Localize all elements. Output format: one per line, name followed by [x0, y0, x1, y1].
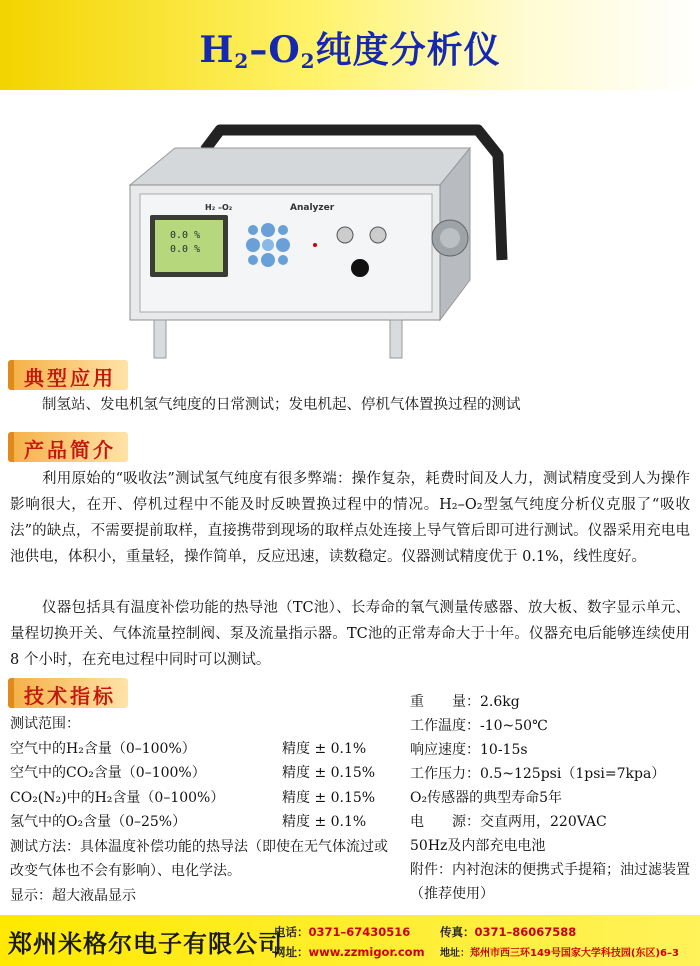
application-text: 制氢站、发电机氢气纯度的日常测试；发电机起、停机气体置换过程的测试: [42, 397, 521, 413]
spec-weight: 重 量：2.6kg: [410, 694, 520, 710]
specs-left-column: [10, 712, 390, 908]
section-application-heading: 典型应用: [8, 360, 128, 390]
company-name: 郑州米格尔电子有限公司: [8, 930, 283, 958]
spec-row: 空气中的H₂含量（0–100%） 精度 ± 0.1%: [10, 740, 367, 757]
footer-band: [0, 915, 700, 966]
spec-power-2: 50Hz及内部充电电池: [410, 838, 546, 854]
test-method: 测试方法：具体温度补偿功能的热导法（即使在无气体流过或改变气体也不会有影响）、电化学法。: [10, 838, 388, 879]
device-screen-line1: 0.0 %: [170, 230, 201, 241]
intro-paragraph-1: 利用原始的“吸收法”测试氢气纯度有很多弊端：操作复杂，耗费时间及人力，测试精度受到人为操作影响很大，在开、停机过程中不能及时反映置换过程中的情况。H₂–O₂型氢气纯度分析仪克服了“吸收法”的缺点，不需要提前取样，直接携带到现场的取样点处连接上导气管后即可进行测试。仪器采用充电电池供电，体积小，重量轻，操作简单，反应迅速，读数稳定。仪器测试精度优于 0.1%，线性度好。: [10, 471, 690, 565]
intro-paragraph-2: 仪器包括具有温度补偿功能的热导池（TC池）、长寿命的氧气测量传感器、放大板、数字显示单元、量程切换开关、气体流量控制阀、泵及流量指示器。TC池的正常寿命大于十年。仪器充电后能够连续使用 8 个小时，在充电过程中同时可以测试。: [10, 600, 690, 668]
device-brand-label: Analyzer: [290, 203, 335, 213]
footer-address: 地址：郑州市西三环149号国家大学科技园(东区)6–3: [440, 948, 679, 959]
spec-pressure: 工作压力：0.5~125psi（1psi=7kpa）: [410, 766, 666, 782]
spec-response: 响应速度：10-15s: [410, 742, 528, 758]
footer-tel: 电话：0371–67430516: [274, 925, 411, 939]
spec-sensor-life: O₂传感器的典型寿命5年: [410, 790, 562, 806]
specs-right-column: [410, 690, 695, 906]
spec-accessories: 附件：内衬泡沫的便携式手提箱；油过滤装置（推荐使用）: [410, 862, 690, 902]
display-spec: 显示：超大液晶显示: [10, 887, 136, 904]
section-intro-heading: 产品简介: [8, 432, 128, 462]
spec-row: CO₂(N₂)中的H₂含量（0–100%） 精度 ± 0.15%: [10, 789, 376, 806]
page-title: $H_2-O_2$纯度分析仪: [199, 29, 501, 73]
spec-temperature: 工作温度：-10~50℃: [410, 718, 548, 734]
footer-fax: 传真：0371–86067588: [440, 925, 577, 939]
device-panel-label: H₂ –O₂: [205, 203, 233, 212]
spec-row: 空气中的CO₂含量（0–100%） 精度 ± 0.15%: [10, 765, 376, 781]
footer-web[interactable]: 网址：www.zzmigor.com: [274, 945, 425, 959]
device-screen-line2: 0.0 %: [170, 244, 201, 255]
spec-power: 电 源：交直两用，220VAC: [410, 814, 607, 830]
section-specs-heading: 技术指标: [8, 678, 128, 708]
range-label: 测试范围：: [10, 716, 80, 732]
spec-row: 氢气中的O₂含量（0–25%） 精度 ± 0.1%: [10, 814, 367, 830]
analyzer-device-image: [110, 110, 510, 365]
